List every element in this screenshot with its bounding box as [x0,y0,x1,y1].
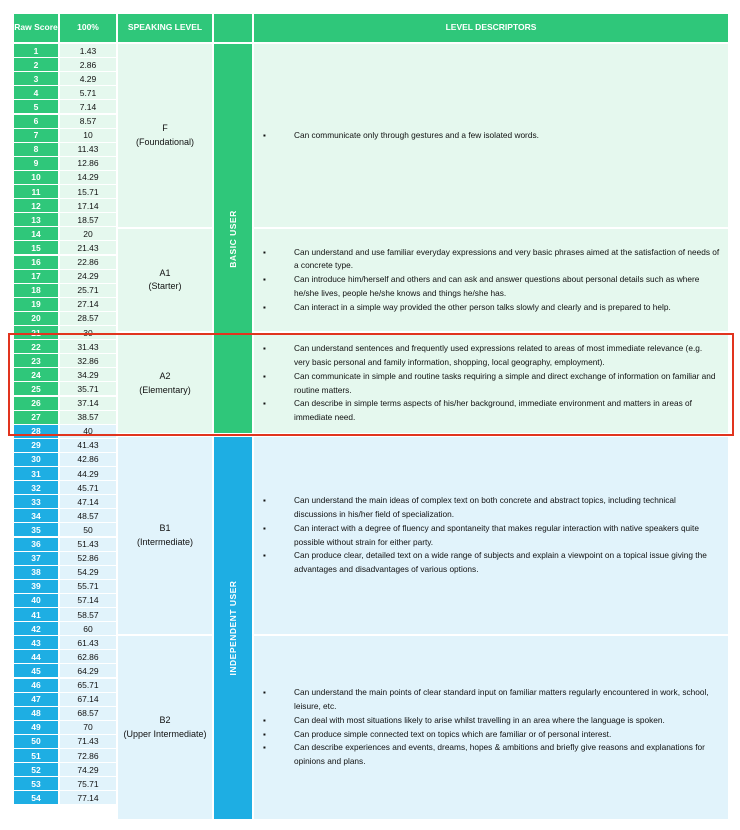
percent-cell: 24.29 [60,270,116,283]
percent-cell: 45.71 [60,481,116,494]
raw-score-cell: 48 [14,707,58,720]
descriptor-item: ▪ Can communicate only through gestures and a few isolated words. [262,129,720,143]
percent-cell: 67.14 [60,693,116,706]
raw-score-cell: 16 [14,256,58,269]
raw-score-cell: 10 [14,171,58,184]
percent-cell: 70 [60,721,116,734]
percent-cell: 18.57 [60,213,116,226]
descriptor-item: ▪ Can interact in a simple way provided the other person talks slowly and clearly and is prepared to help. [262,301,720,315]
raw-score-cell: 4 [14,86,58,99]
descriptor-item: ▪ Can produce clear, detailed text on a wide range of subjects and explain a viewpoint on a topical issue giving the advantages and disadvantages of various options. [262,549,720,576]
percent-cell: 62.86 [60,650,116,663]
percent-cell: 65.71 [60,679,116,692]
percent-cell: 60 [60,622,116,635]
percent-cell: 44.29 [60,467,116,480]
descriptor-item: ▪ Can describe in simple terms aspects of his/her background, immediate environment and matters in areas of immediate need. [262,397,720,424]
raw-score-cell: 7 [14,129,58,142]
raw-score-cell: 52 [14,763,58,776]
percent-cell: 35.71 [60,382,116,395]
percent-cell: 64.29 [60,664,116,677]
descriptor-item: ▪ Can understand the main points of clear standard input on familiar matters regularly encountered in work, school, leisure, etc. [262,686,720,713]
raw-score-cell: 37 [14,552,58,565]
raw-score-cell: 38 [14,566,58,579]
raw-score-cell: 54 [14,791,58,804]
percent-cell: 8.57 [60,115,116,128]
raw-score-cell: 43 [14,636,58,649]
raw-score-cell: 47 [14,693,58,706]
percent-cell: 5.71 [60,86,116,99]
a2-highlight-box [8,333,734,436]
percent-cell: 22.86 [60,256,116,269]
percent-cell: 7.14 [60,100,116,113]
independent-user-label: INDEPENDENT USER [228,580,238,676]
percent-cell: 42.86 [60,453,116,466]
level-name: (Elementary) [139,384,191,395]
percent-cell: 31.43 [60,340,116,353]
raw-score-cell: 15 [14,241,58,254]
percent-cell: 75.71 [60,777,116,790]
percent-cell: 17.14 [60,199,116,212]
header-spacer [214,14,252,42]
level-b1 [118,437,212,634]
raw-score-cell: 40 [14,594,58,607]
percent-cell: 34.29 [60,368,116,381]
percent-cell: 10 [60,129,116,142]
raw-score-cell: 11 [14,185,58,198]
percent-cell: 54.29 [60,566,116,579]
level-name: (Starter) [148,281,182,291]
percent-cell: 14.29 [60,171,116,184]
level-a1 [118,229,212,331]
raw-score-cell: 41 [14,608,58,621]
percent-cell: 37.14 [60,397,116,410]
percent-cell: 68.57 [60,707,116,720]
raw-score-cell: 46 [14,679,58,692]
descriptors-f [254,44,728,227]
raw-score-cell: 44 [14,650,58,663]
raw-score-cell: 49 [14,721,58,734]
percent-cell: 71.43 [60,735,116,748]
descriptor-item: ▪ Can understand and use familiar everyday expressions and very basic phrases aimed at the satisfaction of needs of a concrete type. [262,246,720,273]
percent-cell: 40 [60,425,116,438]
raw-score-cell: 17 [14,270,58,283]
raw-score-cell: 1 [14,44,58,57]
raw-score-cell: 30 [14,453,58,466]
raw-score-cell: 35 [14,523,58,536]
raw-score-cell: 53 [14,777,58,790]
raw-score-cell: 29 [14,439,58,452]
percent-cell: 28.57 [60,312,116,325]
percent-cell: 52.86 [60,552,116,565]
raw-score-cell: 5 [14,100,58,113]
percent-cell: 58.57 [60,608,116,621]
raw-score-cell: 50 [14,735,58,748]
raw-score-cell: 23 [14,354,58,367]
raw-score-cell: 33 [14,495,58,508]
percent-cell: 72.86 [60,749,116,762]
descriptor-item: ▪ Can describe experiences and events, dreams, hopes & ambitions and briefly give reasons and explanations for opinions and plans. [262,741,720,768]
percent-cell: 25.71 [60,284,116,297]
raw-score-cell: 14 [14,227,58,240]
raw-score-cell: 51 [14,749,58,762]
raw-score-cell: 36 [14,538,58,551]
basic-user-label: BASIC USER [228,209,238,268]
descriptor-item: ▪ Can introduce him/herself and others and can ask and answer questions about personal details such as where he/she lives, people he/she knows and things he/she has. [262,273,720,300]
raw-score-cell: 19 [14,298,58,311]
level-name: (Foundational) [135,136,195,147]
level-name: (Intermediate) [136,536,194,547]
percent-cell: 48.57 [60,509,116,522]
raw-score-cell: 9 [14,157,58,170]
raw-score-cell: 26 [14,397,58,410]
percent-cell: 51.43 [60,538,116,551]
raw-score-cell: 8 [14,143,58,156]
descriptor-item: ▪ Can produce simple connected text on topics which are familiar or of personal interest. [262,728,720,742]
percent-cell: 77.14 [60,791,116,804]
percent-cell: 2.86 [60,58,116,71]
percent-cell: 32.86 [60,354,116,367]
level-code: F [162,123,168,133]
level-code: B1 [159,523,171,533]
raw-score-cell: 32 [14,481,58,494]
percent-cell: 27.14 [60,298,116,311]
raw-score-cell: 34 [14,509,58,522]
raw-score-cell: 22 [14,340,58,353]
raw-score-cell: 3 [14,72,58,85]
raw-score-cell: 28 [14,425,58,438]
level-code: B2 [159,715,171,725]
percent-cell: 41.43 [60,439,116,452]
level-code: A2 [159,371,171,381]
percent-cell: 74.29 [60,763,116,776]
percent-cell: 15.71 [60,185,116,198]
raw-score-cell: 25 [14,382,58,395]
percent-cell: 20 [60,227,116,240]
independent-user-band [214,437,252,819]
raw-score-cell: 20 [14,312,58,325]
percent-cell: 57.14 [60,594,116,607]
level-name: (Upper Intermediate) [123,728,207,739]
descriptor-item: ▪ Can communicate in simple and routine tasks requiring a simple and direct exchange of information on familiar and routine matters. [262,370,720,397]
percent-cell: 50 [60,523,116,536]
header-percent: 100% [60,14,116,42]
descriptor-item: ▪ Can understand the main ideas of complex text on both concrete and abstract topics, including technical discussions in his/her field of specialization. [262,494,720,521]
percent-cell: 11.43 [60,143,116,156]
percent-cell: 55.71 [60,580,116,593]
raw-score-cell: 6 [14,115,58,128]
descriptor-item: ▪ Can deal with most situations likely to arise whilst travelling in an area where the language is spoken. [262,714,720,728]
percent-cell: 1.43 [60,44,116,57]
raw-score-cell: 39 [14,580,58,593]
level-f [118,44,212,227]
descriptors-b1 [254,437,728,634]
percent-cell: 30 [60,326,116,339]
percent-cell: 47.14 [60,495,116,508]
percent-cell: 12.86 [60,157,116,170]
descriptors-b2 [254,636,728,819]
header-speaking-level: SPEAKING LEVEL [118,14,212,42]
descriptor-item: ▪ Can understand sentences and frequently used expressions related to areas of most immediate relevance (e.g. very basic personal and family information, shopping, local geography, employment). [262,342,720,369]
raw-score-cell: 42 [14,622,58,635]
raw-score-cell: 12 [14,199,58,212]
descriptor-item: ▪ Can interact with a degree of fluency and spontaneity that makes regular interaction with native speakers quite possible without strain for either party. [262,522,720,549]
raw-score-cell: 27 [14,411,58,424]
percent-cell: 38.57 [60,411,116,424]
raw-score-cell: 24 [14,368,58,381]
descriptors-a1 [254,229,728,331]
raw-score-cell: 13 [14,213,58,226]
percent-cell: 4.29 [60,72,116,85]
percent-cell: 21.43 [60,241,116,254]
level-code: A1 [159,267,171,278]
raw-score-cell: 31 [14,467,58,480]
percent-cell: 61.43 [60,636,116,649]
raw-score-cell: 18 [14,284,58,297]
raw-score-cell: 21 [14,326,58,339]
header-raw-score: Raw Score [14,14,58,42]
raw-score-cell: 2 [14,58,58,71]
level-b2 [118,636,212,819]
raw-score-cell: 45 [14,664,58,677]
header-descriptors: LEVEL DESCRIPTORS [254,14,728,42]
